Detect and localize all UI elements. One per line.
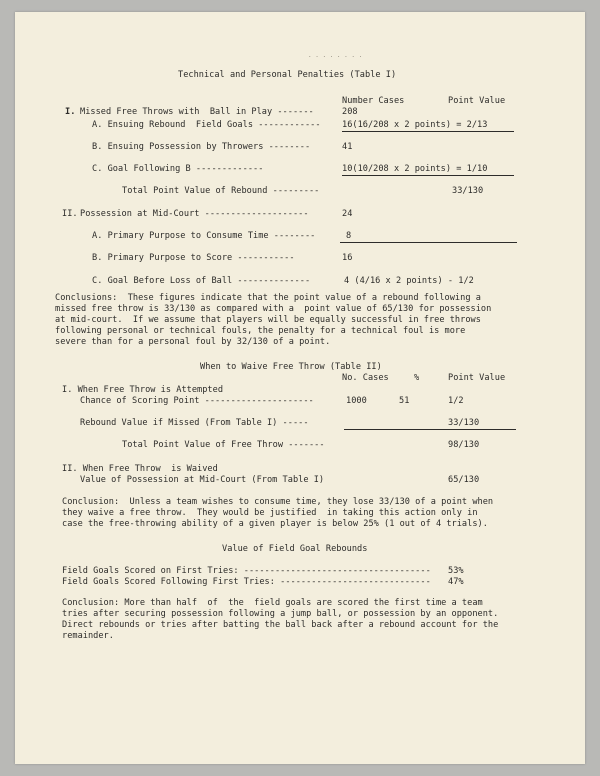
- table1-conclusion-line1: Conclusions: These figures indicate that the point value of a rebound following a: [55, 293, 481, 303]
- table1-total-label: Total Point Value of Rebound ---------: [122, 186, 320, 196]
- table2-section2-value: 65/130: [448, 475, 480, 485]
- table2-rebound-value: 33/130: [448, 418, 480, 428]
- table2-conclusion-line1: Conclusion: Unless a team wishes to consume time, they lose 33/130 of a point when: [62, 497, 494, 507]
- table1-section2-number: II.: [62, 209, 78, 219]
- table1-row-c-underline: [342, 175, 514, 176]
- table1-row-c-value: 10(10/208 x 2 points) = 1/10: [342, 164, 488, 174]
- table1-conclusion-line2: missed free throw is 33/130 as compared with a point value of 65/130 for possession: [55, 304, 492, 314]
- table2-col-percent: %: [414, 373, 420, 383]
- table1-row-b-label: B. Ensuing Possession by Throwers --------: [92, 142, 311, 152]
- table1-section1-number: I.: [65, 107, 76, 117]
- table2-conclusion-line2: they waive a free throw. They would be justified in taking this action only in: [62, 508, 478, 518]
- table1-row-2c-value: 4 (4/16 x 2 points) - 1/2: [344, 276, 474, 286]
- table1-col-number-cases: Number Cases: [342, 96, 405, 106]
- table1-row-b-cases: 41: [342, 142, 353, 152]
- table3-conclusion-line4: remainder.: [62, 631, 114, 641]
- table2-rebound-label: Rebound Value if Missed (From Table I) -----: [80, 418, 309, 428]
- table1-total-value: 33/130: [452, 186, 484, 196]
- table1-row-2b-label: B. Primary Purpose to Score -----------: [92, 253, 295, 263]
- table2-title: When to Waive Free Throw (Table II): [200, 362, 382, 372]
- table1-section2-cases: 24: [342, 209, 353, 219]
- table2-col-point-value: Point Value: [448, 373, 506, 383]
- table1-row-2c-label: C. Goal Before Loss of Ball --------------: [92, 276, 311, 286]
- table1-conclusion-line3: at mid-court. If we assume that players will be equally successful in free throws: [55, 315, 481, 325]
- table1-row-a-label: A. Ensuing Rebound Field Goals ------------: [92, 120, 321, 130]
- table2-chance-percent: 51: [399, 396, 410, 406]
- table2-total-label: Total Point Value of Free Throw -------: [122, 440, 325, 450]
- table2-col-no-cases: No. Cases: [342, 373, 389, 383]
- table3-row1-label: Field Goals Scored on First Tries: ------------------------------------: [62, 566, 431, 576]
- table3-row2-label: Field Goals Scored Following First Tries: -----------------------------: [62, 577, 431, 587]
- table2-chance-cases: 1000: [346, 396, 367, 406]
- table1-row-c-label: C. Goal Following B -------------: [92, 164, 264, 174]
- table1-section1-label: Missed Free Throws with Ball in Play -------: [80, 107, 314, 117]
- table2-section2-sub-label: Value of Possession at Mid-Court (From Table I): [80, 475, 325, 485]
- table3-conclusion-line3: Direct rebounds or tries after batting the ball back after a rebound account for the: [62, 620, 499, 630]
- table3-conclusion-line1: Conclusion: More than half of the field goals are scored the first time a team: [62, 598, 483, 608]
- table1-row-a-underline: [342, 131, 514, 132]
- table3-row1-value: 53%: [448, 566, 464, 576]
- faint-top-marks: . . . . . . . .: [308, 52, 363, 59]
- table2-total-value: 98/130: [448, 440, 480, 450]
- table1-row-a-value: 16(16/208 x 2 points) = 2/13: [342, 120, 488, 130]
- table1-conclusion-line5: severe than for a personal foul by 32/130 of a point.: [55, 337, 331, 347]
- table3-row2-value: 47%: [448, 577, 464, 587]
- table1-section2-label: Possession at Mid-Court --------------------: [80, 209, 309, 219]
- table3-title: Value of Field Goal Rebounds: [222, 544, 368, 554]
- table2-chance-value: 1/2: [448, 396, 464, 406]
- table2-conclusion-line3: case the free-throwing ability of a given player is below 25% (1 out of 4 trials).: [62, 519, 488, 529]
- table1-row-2b-cases: 16: [342, 253, 353, 263]
- table1-conclusion-line4: following personal or technical fouls, the penalty for a technical foul is more: [55, 326, 466, 336]
- table1-row-2a-cases: 8: [346, 231, 352, 241]
- table1-col-point-value: Point Value: [448, 96, 506, 106]
- document-page: [15, 12, 585, 764]
- table2-chance-label: Chance of Scoring Point ---------------------: [80, 396, 314, 406]
- table3-conclusion-line2: tries after securing possession following a jump ball, or possession by an opponent.: [62, 609, 499, 619]
- table1-row-2a-underline: [340, 242, 517, 243]
- table1-title: Technical and Personal Penalties (Table I): [178, 70, 397, 80]
- table2-section1-label: I. When Free Throw is Attempted: [62, 385, 224, 395]
- table1-section1-cases: 208: [342, 107, 358, 117]
- table1-row-2a-label: A. Primary Purpose to Consume Time --------: [92, 231, 316, 241]
- table2-rebound-underline: [344, 429, 516, 430]
- table2-section2-label: II. When Free Throw is Waived: [62, 464, 218, 474]
